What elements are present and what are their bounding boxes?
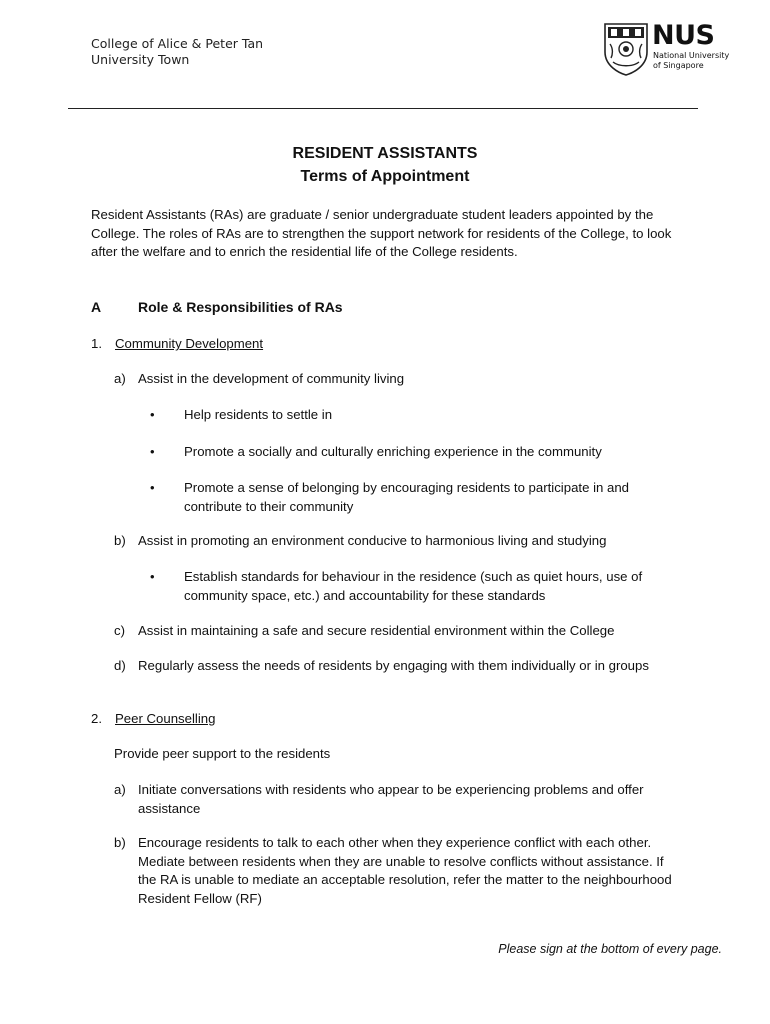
- footer-note: Please sign at the bottom of every page.: [498, 942, 722, 956]
- subitem-1b: [114, 532, 606, 551]
- item-2-lead: Provide peer support to the residents: [114, 746, 331, 761]
- bullet-text-line: community space, etc.) and accountability for these standards: [184, 587, 546, 603]
- subitem-text-line: Resident Fellow (RF): [138, 890, 262, 906]
- subitem-text: Regularly assess the needs of residents by engaging with them individually or in groups: [138, 658, 649, 673]
- section-title: Role & Responsibilities of RAs: [138, 299, 343, 315]
- subitem-1a: [114, 370, 404, 389]
- college-name-line1: College of Alice & Peter Tan: [91, 36, 264, 51]
- section-label: A: [91, 299, 102, 315]
- doc-subtitle: Terms of Appointment: [300, 168, 470, 185]
- bullet-icon: •: [150, 569, 155, 584]
- subitem-2b: [114, 834, 672, 908]
- subitem-label: a): [114, 371, 126, 386]
- bullet-text: Promote a socially and culturally enriching experience in the community: [184, 444, 602, 459]
- subitem-1d: [114, 657, 649, 676]
- subitem-label: d): [114, 658, 126, 673]
- bullet-icon: •: [150, 407, 155, 422]
- section-heading: [91, 299, 343, 315]
- subitem-2a: [114, 781, 644, 818]
- item-number: 1.: [91, 336, 102, 351]
- subitem-label: b): [114, 835, 126, 850]
- logo-wordmark: NUS: [652, 20, 715, 51]
- subitem-text: Assist in maintaining a safe and secure residential environment within the College: [138, 623, 615, 638]
- subitem-1c: [114, 622, 614, 641]
- subitem-text-line: the RA is unable to mediate an acceptable resolution, refer the matter to the neighbourhood: [138, 872, 672, 887]
- bullet-text: Help residents to settle in: [184, 407, 333, 422]
- college-name: [91, 36, 263, 67]
- subitem-text: Assist in promoting an environment conducive to harmonious living and studying: [138, 533, 607, 548]
- bullet-text-line: contribute to their community: [184, 498, 354, 514]
- subitem-text-line: Initiate conversations with residents who appear to be experiencing problems and offer: [138, 782, 644, 797]
- nus-logo: [603, 22, 731, 76]
- item-number: 2.: [91, 711, 102, 726]
- subitem-text-line: Encourage residents to talk to each other when they experience conflict with each other.: [138, 835, 652, 850]
- bullet-text-line: Establish standards for behaviour in the residence (such as quiet hours, use of: [184, 569, 643, 584]
- bullet-text: [184, 479, 629, 516]
- doc-title: RESIDENT ASSISTANTS: [292, 145, 478, 162]
- subitem-label: b): [114, 533, 126, 548]
- intro-line: College. The roles of RAs are to strengthen the support network for residents of the College, to look: [91, 225, 672, 241]
- item-title: Peer Counselling: [115, 711, 216, 726]
- subitem-label: c): [114, 623, 125, 638]
- subitem-label: a): [114, 782, 126, 797]
- subitem-text: [138, 834, 672, 908]
- logo-subtitle-line1: National University: [653, 51, 730, 60]
- intro-line: after the welfare and to enrich the residential life of the College residents.: [91, 244, 518, 259]
- item-1-heading: [91, 335, 263, 354]
- bullet-text-line: Promote a sense of belonging by encouraging residents to participate in and: [184, 480, 630, 495]
- item-title: Community Development: [115, 336, 264, 351]
- college-name-line2: University Town: [91, 51, 190, 67]
- intro-paragraph: [91, 206, 731, 262]
- subitem-text-line: Mediate between residents when they are unable to resolve conflicts without assistance. If: [138, 853, 664, 869]
- logo-subtitle: [653, 51, 729, 70]
- logo-subtitle-line2: of Singapore: [653, 60, 704, 70]
- item-2-heading: [91, 710, 215, 729]
- subitem-text-line: assistance: [138, 800, 201, 816]
- subitem-text: [138, 781, 644, 818]
- subitem-text: Assist in the development of community living: [138, 371, 405, 386]
- bullet-icon: •: [150, 480, 155, 495]
- bullet-text: [184, 568, 642, 605]
- intro-line: Resident Assistants (RAs) are graduate / senior undergraduate student leaders appointed by the: [91, 207, 654, 222]
- header-divider: [68, 108, 698, 109]
- bullet-icon: •: [150, 444, 155, 459]
